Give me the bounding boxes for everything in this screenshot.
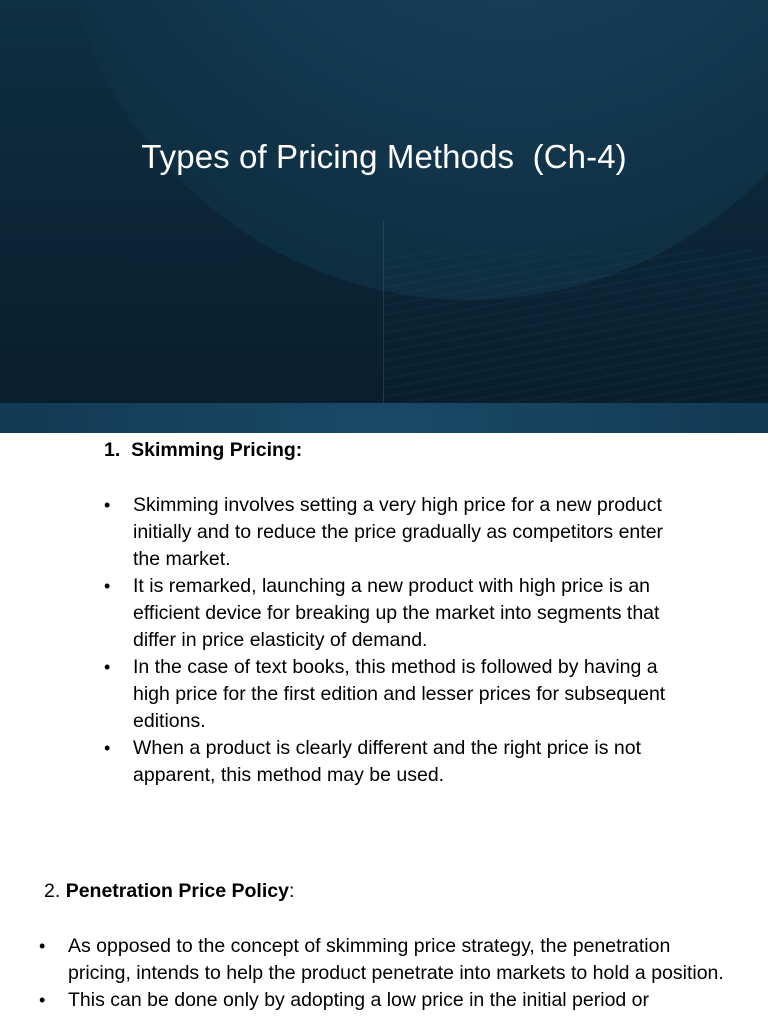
list-item (104, 735, 693, 789)
list-item (39, 933, 728, 987)
bullet-text: Skimming involves setting a very high price for a new product initially and to reduce the price gradually as competitors enter the market. (133, 494, 664, 570)
bullet-dot-icon: • (104, 738, 111, 758)
list-item (104, 492, 693, 573)
banner-bottom-band (0, 403, 768, 433)
bullet-text: This can be done only by adopting a low price in the initial period or (68, 989, 650, 1011)
bullet-text: As opposed to the concept of skimming price strategy, the penetration pricing, intends to help the product penetrate into markets to hold a position. (68, 935, 724, 984)
section1-bullet-list (104, 492, 693, 789)
section2-heading (44, 878, 294, 905)
section2-bullet-list (39, 933, 728, 1014)
bullet-text: It is remarked, launching a new product with high price is an efficient device for breaking up the market into segments that differ in price elasticity of demand. (133, 575, 660, 651)
section2-number: 2. (44, 880, 61, 902)
bullet-text: In the case of text books, this method is followed by having a high price for the first edition and lesser prices for subsequent editions. (133, 656, 666, 732)
bullet-dot-icon: • (39, 990, 46, 1010)
bullet-dot-icon: • (104, 495, 111, 515)
list-item (104, 573, 693, 654)
title-banner (0, 0, 768, 433)
section1-number: 1. (104, 439, 121, 461)
bullet-dot-icon: • (104, 657, 111, 677)
section2-title-colon: : (288, 880, 295, 902)
section1-title: Skimming Pricing: (131, 439, 303, 461)
page-title: Types of Pricing Methods (Ch-4) (141, 138, 627, 175)
bullet-text: When a product is clearly different and the right price is not apparent, this method may be used. (133, 737, 641, 786)
bullet-dot-icon: • (104, 576, 111, 596)
bullet-dot-icon: • (39, 936, 46, 956)
section1-heading (104, 437, 302, 464)
banner-divider-line (383, 220, 384, 433)
list-item (39, 987, 728, 1014)
list-item (104, 654, 693, 735)
section2-title: Penetration Price Policy (65, 880, 289, 902)
